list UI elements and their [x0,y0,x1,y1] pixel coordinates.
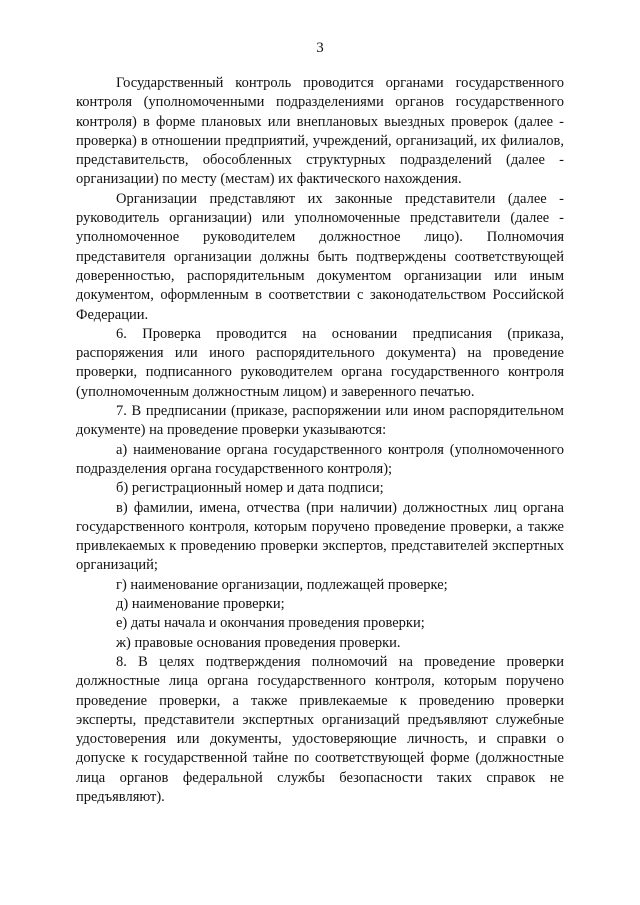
list-item-zh: ж) правовые основания проведения проверки. [116,634,401,651]
list-item-e: е) даты начала и окончания проведения проверки; [116,615,425,632]
paragraph-item-7: 7. В предписании (приказе, распоряжении или ином распорядительном документе) на проведение проверки указываются: [76,403,564,439]
list-item-g: г) наименование организации, подлежащей проверке; [116,576,448,593]
list-item-v: в) фамилии, имена, отчества (при наличии) должностных лиц органа государственного контроля, которым поручено проведение проверки, а также привлекаемых к проведению проверки экспертов, представителей экспертных организаций; [76,499,564,574]
list-item-d: д) наименование проверки; [116,596,285,613]
paragraph-item-8: 8. В целях подтверждения полномочий на проведение проверки должностные лица органа государственного контроля, которым поручено проведение проверки, а также привлекаемые к проведению проверки эксперты, представители экспертных организаций предъявляют служебные удостоверения или документы, удостоверяющие личность, и справки о допуске к государственной тайне по соответствующей форме (должностные лица органов федеральной службы безопасности таких справок не предъявляют). [76,653,564,805]
page-number: 3 [316,40,324,56]
paragraph-organization-representatives: Организации представляют их законные представители (далее - руководитель организации) или уполномоченные представители (далее - уполномоченное руководителем должностное лицо). Полномочия представителя организации должны быть подтверждены соответствующей доверенностью, распорядительным документом организации или иным документом, оформленным в соответствии с законодательством Российской Федерации. [76,190,564,323]
list-item-a: а) наименование органа государственного контроля (уполномоченного подразделения органа государственного контроля); [76,441,564,477]
document-body [76,74,564,807]
list-item-b: б) регистрационный номер и дата подписи; [116,480,384,497]
paragraph-item-6: 6. Проверка проводится на основании предписания (приказа, распоряжения или иного распорядительного документа) на проведение проверки, подписанного руководителем органа государственного контроля (уполномоченным должностным лицом) и заверенного печатью. [76,325,564,400]
paragraph-state-control: Государственный контроль проводится органами государственного контроля (уполномоченными подразделениями органов государственного контроля) в форме плановых или внеплановых выездных проверок (далее - проверка) в отношении предприятий, учреждений, организаций, их филиалов, представительств, обособленных структурных подразделений (далее - организации) по месту (местам) их фактического нахождения. [76,75,564,188]
